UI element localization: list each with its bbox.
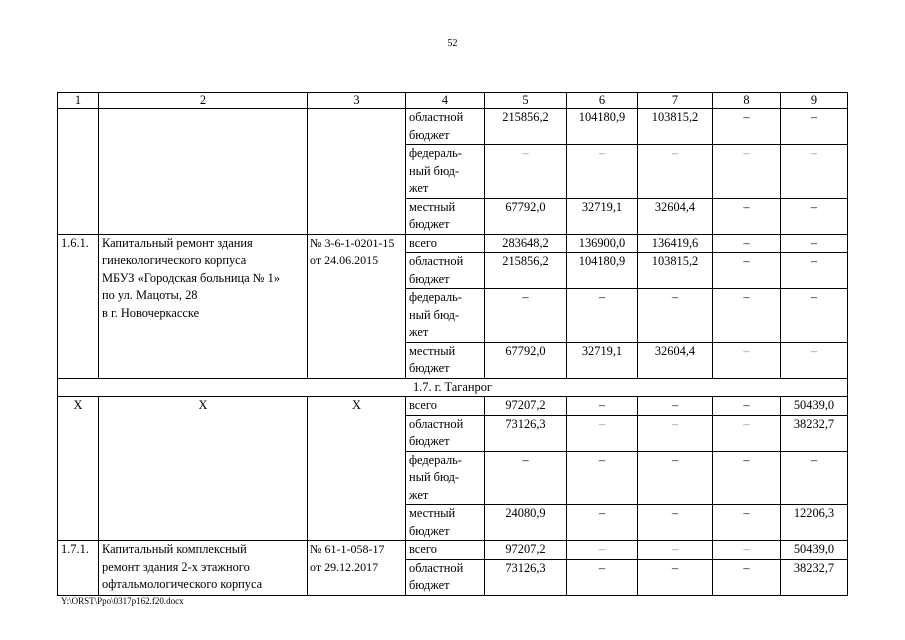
budget-type-cell: всего [406, 234, 485, 253]
budget-table [57, 92, 848, 596]
value-cell: – [567, 541, 638, 560]
value-cell: 73126,3 [485, 415, 567, 451]
value-cell: 136900,0 [567, 234, 638, 253]
value-cell: 50439,0 [781, 397, 848, 416]
header-cell: 3 [308, 93, 406, 109]
value-cell: 136419,6 [638, 234, 713, 253]
value-cell: 32719,1 [567, 342, 638, 378]
value-cell: – [713, 289, 781, 343]
value-cell: – [713, 559, 781, 595]
header-cell: 8 [713, 93, 781, 109]
object-name-cell: Х [99, 397, 308, 541]
table-row [58, 234, 848, 253]
value-cell: 67792,0 [485, 198, 567, 234]
row-number-cell [58, 109, 99, 235]
budget-type-cell: федераль- ный бюд- жет [406, 145, 485, 199]
value-cell: – [781, 289, 848, 343]
row-number-cell: 1.6.1. [58, 234, 99, 378]
value-cell: – [713, 253, 781, 289]
budget-type-cell: местный бюджет [406, 505, 485, 541]
value-cell: – [567, 451, 638, 505]
value-cell: – [567, 397, 638, 416]
document-code-cell: № 3-6-1-0201-15 от 24.06.2015 [308, 234, 406, 378]
value-cell: – [781, 198, 848, 234]
budget-type-cell: областной бюджет [406, 253, 485, 289]
value-cell: 104180,9 [567, 109, 638, 145]
object-name-cell: Капитальный комплексный ремонт здания 2-х этажного офтальмологического корпуса [99, 541, 308, 596]
value-cell: – [638, 541, 713, 560]
header-cell: 1 [58, 93, 99, 109]
value-cell: – [638, 505, 713, 541]
header-cell: 7 [638, 93, 713, 109]
section-title: 1.7. г. Таганрог [58, 378, 848, 397]
value-cell: 32719,1 [567, 198, 638, 234]
value-cell: – [781, 253, 848, 289]
row-number-cell: Х [58, 397, 99, 541]
value-cell: – [713, 397, 781, 416]
value-cell: – [713, 415, 781, 451]
value-cell: – [713, 451, 781, 505]
document-code-cell: № 61-1-058-17 от 29.12.2017 [308, 541, 406, 596]
value-cell: – [781, 145, 848, 199]
value-cell: 24080,9 [485, 505, 567, 541]
value-cell: 215856,2 [485, 253, 567, 289]
value-cell: 12206,3 [781, 505, 848, 541]
footer-file-path: Y:\ORST\Ppo\0317p162.f20.docx [61, 596, 184, 606]
value-cell: – [713, 505, 781, 541]
value-cell: 32604,4 [638, 342, 713, 378]
value-cell: – [781, 234, 848, 253]
value-cell: – [713, 541, 781, 560]
budget-type-cell: всего [406, 397, 485, 416]
value-cell: 97207,2 [485, 541, 567, 560]
budget-type-cell: областной бюджет [406, 415, 485, 451]
table-row [58, 541, 848, 560]
document-code-cell [308, 109, 406, 235]
header-cell: 9 [781, 93, 848, 109]
budget-type-cell: местный бюджет [406, 198, 485, 234]
value-cell: – [638, 415, 713, 451]
value-cell: 50439,0 [781, 541, 848, 560]
value-cell: – [638, 289, 713, 343]
value-cell: 104180,9 [567, 253, 638, 289]
value-cell: – [781, 342, 848, 378]
value-cell: – [567, 505, 638, 541]
value-cell: – [567, 289, 638, 343]
budget-type-cell: областной бюджет [406, 109, 485, 145]
value-cell: 103815,2 [638, 109, 713, 145]
table-row [58, 397, 848, 416]
value-cell: – [638, 559, 713, 595]
page-number: 52 [447, 38, 458, 49]
row-number-cell: 1.7.1. [58, 541, 99, 596]
value-cell: 283648,2 [485, 234, 567, 253]
budget-type-cell: федераль- ный бюд- жет [406, 289, 485, 343]
header-cell: 2 [99, 93, 308, 109]
document-code-cell: Х [308, 397, 406, 541]
value-cell: – [638, 451, 713, 505]
value-cell: – [713, 109, 781, 145]
value-cell: – [638, 145, 713, 199]
header-cell: 5 [485, 93, 567, 109]
value-cell: – [781, 109, 848, 145]
value-cell: 67792,0 [485, 342, 567, 378]
table-header-row [58, 93, 848, 109]
budget-type-cell: областной бюджет [406, 559, 485, 595]
value-cell: 38232,7 [781, 415, 848, 451]
value-cell: – [485, 451, 567, 505]
value-cell: 32604,4 [638, 198, 713, 234]
value-cell: – [485, 145, 567, 199]
value-cell: 103815,2 [638, 253, 713, 289]
value-cell: – [781, 451, 848, 505]
value-cell: 38232,7 [781, 559, 848, 595]
value-cell: – [713, 234, 781, 253]
value-cell: – [567, 559, 638, 595]
value-cell: – [485, 289, 567, 343]
budget-type-cell: федераль- ный бюд- жет [406, 451, 485, 505]
value-cell: 73126,3 [485, 559, 567, 595]
object-name-cell [99, 109, 308, 235]
value-cell: 215856,2 [485, 109, 567, 145]
header-cell: 6 [567, 93, 638, 109]
value-cell: – [638, 397, 713, 416]
value-cell: – [713, 145, 781, 199]
table-row [58, 109, 848, 145]
value-cell: – [713, 342, 781, 378]
value-cell: – [713, 198, 781, 234]
value-cell: – [567, 415, 638, 451]
budget-type-cell: местный бюджет [406, 342, 485, 378]
section-row [58, 378, 848, 397]
header-cell: 4 [406, 93, 485, 109]
value-cell: 97207,2 [485, 397, 567, 416]
object-name-cell: Капитальный ремонт здания гинекологического корпуса МБУЗ «Городская больница № 1» по ул. Мацоты, 28 в г. Новочеркасске [99, 234, 308, 378]
value-cell: – [567, 145, 638, 199]
budget-type-cell: всего [406, 541, 485, 560]
